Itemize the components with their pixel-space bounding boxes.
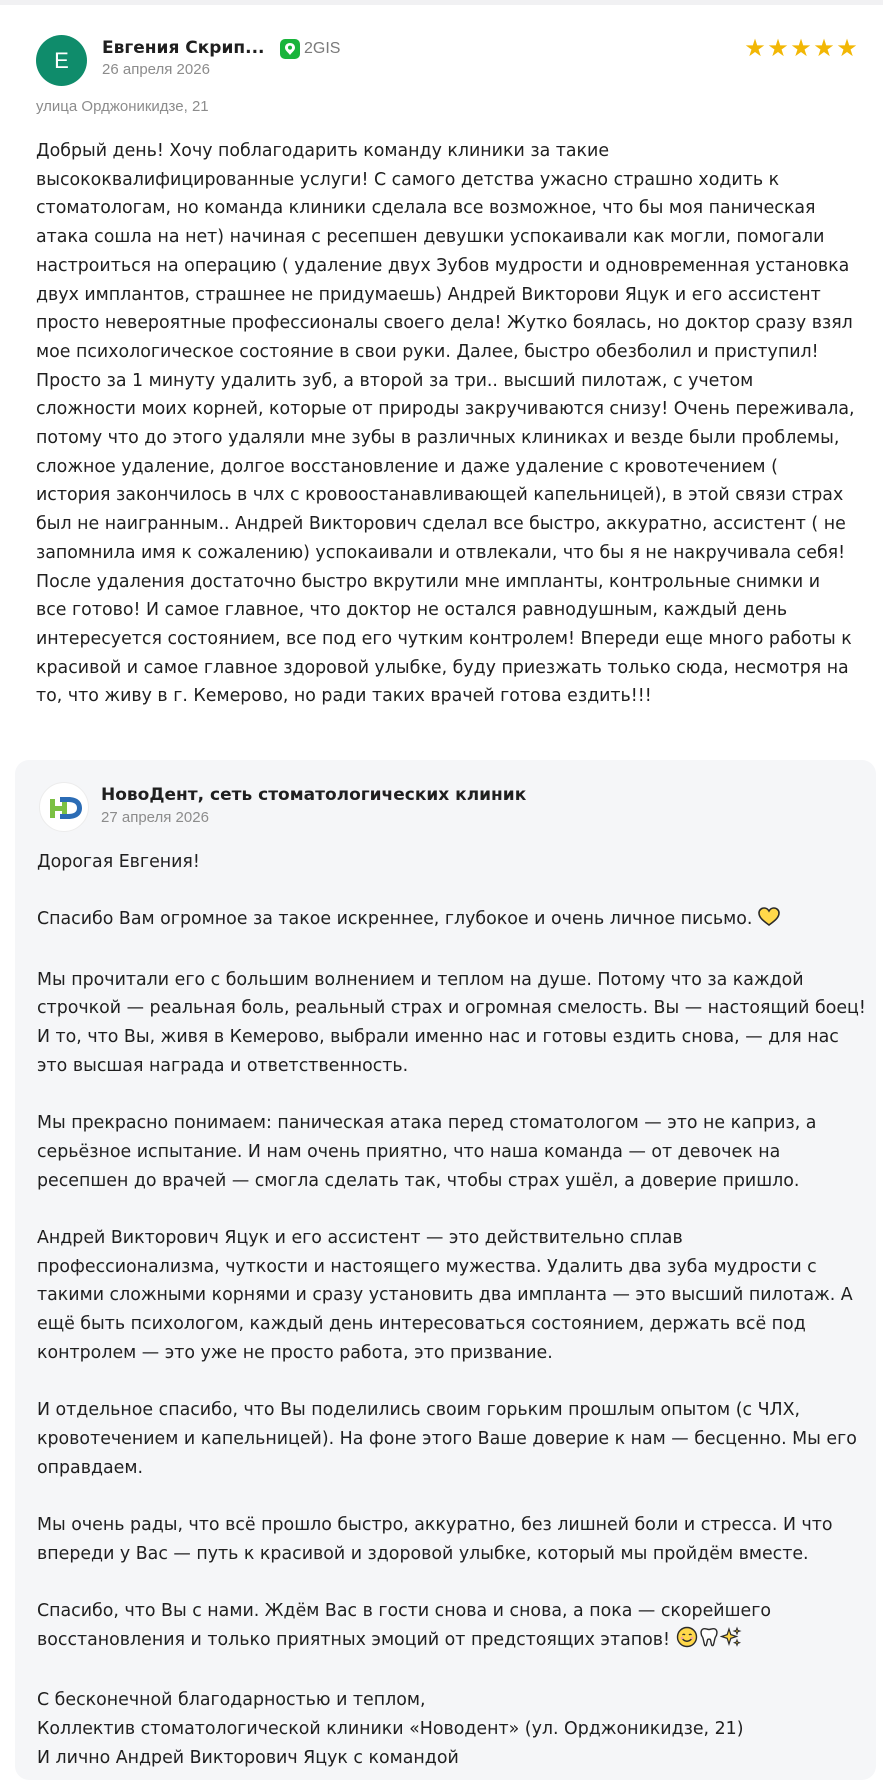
reply-paragraph: И отдельное спасибо, что Вы поделились своим горьким прошлым опытом (с ЧЛХ, кровотечением и капельницей). На фоне этого Ваше доверие к нам — бесценно. Мы его оправдаем. — [37, 1400, 857, 1478]
avatar[interactable]: Е — [36, 35, 87, 86]
star-icon: ★ — [790, 34, 812, 62]
reply-paragraph: Спасибо, что Вы с нами. Ждём Вас в гости снова и снова, а пока — скорейшего восстановления и только приятных эмоций от предстоящих этапов! — [37, 1597, 867, 1657]
yellow-heart-icon — [758, 907, 780, 937]
star-icon: ★ — [813, 34, 835, 62]
reply-paragraph: Спасибо Вам огромное за такое искреннее, глубокое и очень личное письмо. — [37, 905, 867, 937]
review-date: 26 апреля 2026 — [102, 61, 210, 78]
reply-text — [37, 848, 867, 1772]
star-icon: ★ — [836, 34, 858, 62]
reply-author-name[interactable]: НовоДент, сеть стоматологических клиник — [101, 785, 527, 805]
top-divider — [0, 0, 883, 5]
review-text: Добрый день! Хочу поблагодарить команду клиники за такие высококвалифицированные услуги! С самого детства ужасно страшно ходить к стоматологам, но команда клиники сделала все возможное, что бы моя паническая атака сошла на нет) начиная с ресепшен девушки успокаивали как могли, помогали настроиться на операцию ( удаление двух Зубов мудрости и одновременная установка двух имплантов, страшнее не придумаешь) Андрей Викторови Яцук и его ассистент просто невероятные профессионалы своего дела! Жутко боялась, но доктор сразу взял мое психологическое состояние в свои руки. Далее, быстро обезболил и приступил! Просто за 1 минуту удалить зуб, а второй за три.. высший пилотаж, с учетом сложности моих корней, которые от природы закручиваются снизу! Очень переживала, потому что до этого удаляли мне зубы в различных клиниках и везде были проблемы, сложное удаление, долгое восстановление и даже удаление с кровотечением ( история закончилось в члх с кровоостанавливающей капельницей), в этой связи страх был не наигранным.. Андрей Викторович сделал все быстро, аккуратно, ассистент ( не запомнила имя к сожалению) успокаивали и отвлекали, что бы я не накручивала себя! После удаления достаточно быстро вкрутили мне импланты, контрольные снимки и все готово! И самое главное, что доктор не остался равнодушным, каждый день интересуется состоянием, все под его чутким контролем! Впереди еще много работы к красивой и самое главное здоровой улыбке, буду приезжать только сюда, несмотря на то, что живу в г. Кемерово, но ради таких врачей готова ездить!!! — [36, 141, 855, 707]
source-label: 2GIS — [304, 40, 341, 57]
author-name[interactable]: Евгения Скрип... — [102, 38, 265, 58]
tooth-icon — [698, 1626, 720, 1658]
clinic-address: улица Орджоникидзе, 21 — [36, 98, 209, 115]
reply-paragraph: Мы прекрасно понимаем: паническая атака перед стоматологом — это не каприз, а серьёзное испытание. И нам очень приятно, что наша команда — от девочек на ресепшен до врачей — смогла сделать так, чтобы страх ушёл, а доверие пришло. — [37, 1113, 817, 1191]
reply-signature-line: С бесконечной благодарностью и теплом, — [37, 1690, 426, 1711]
2gis-logo-icon — [280, 39, 300, 59]
star-icon: ★ — [767, 34, 789, 62]
reply-date: 27 апреля 2026 — [101, 809, 209, 826]
reply-paragraph: Андрей Викторович Яцук и его ассистент — это действительно сплав профессионализма, чуткости и настоящего мужества. Удалить два зуба мудрости с такими сложными корнями и сразу установить два импланта — это высший пилотаж. А ещё быть психологом, каждый день интересоваться состоянием, держать всё под контролем — это уже не просто работа, это призвание. — [37, 1228, 853, 1363]
reply-greeting: Дорогая Евгения! — [37, 852, 200, 872]
novodent-logo-icon — [39, 782, 89, 832]
reply-paragraph: Мы очень рады, что всё прошло быстро, аккуратно, без лишней боли и стресса. И что впереди у Вас — путь к красивой и здоровой улыбке, который мы пройдём вместе. — [37, 1515, 833, 1564]
company-reply — [15, 760, 876, 1780]
reply-signature-line: И лично Андрей Викторович Яцук с командой — [37, 1747, 459, 1768]
smiling-face-icon — [676, 1626, 698, 1658]
reply-paragraph: Мы прочитали его с большим волнением и теплом на душе. Потому что за каждой строчкой — реальная боль, реальный страх и огромная смелость. Вы — настоящий боец! И то, что Вы, живя в Кемерово, выбрали именно нас и готовы ездить снова, — для нас это высшая награда и ответственность. — [37, 969, 866, 1076]
source-badge — [280, 39, 340, 59]
rating-stars — [744, 36, 858, 60]
sparkles-icon — [720, 1626, 742, 1658]
star-icon: ★ — [744, 34, 766, 62]
reply-signature-line: Коллектив стоматологической клиники «Новодент» (ул. Орджоникидзе, 21) — [37, 1718, 744, 1739]
